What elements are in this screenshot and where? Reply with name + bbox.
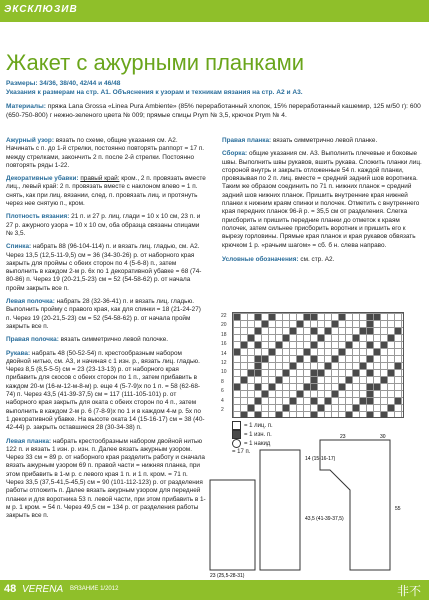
chart-cell (367, 356, 373, 362)
chart-cell (276, 412, 282, 418)
chart-cell (304, 349, 310, 355)
chart-cell (269, 349, 275, 355)
chart-cell (255, 384, 261, 390)
back-block (6, 243, 206, 293)
chart-cell (262, 321, 268, 327)
left-band-heading: Левая планка: (6, 437, 52, 445)
chart-cell (346, 377, 352, 383)
chart-cell (325, 363, 331, 369)
chart-cell (255, 356, 261, 362)
ajur-text: вязать по схеме, общие указания см. А2. Начинать с п. до 1-й стрелки, постоянно повторять раппорт = 17 п. между стрелками, закончить 2 п. после 2-й стрелки. Постоянно повторять ряды 1-22. (6, 137, 205, 169)
schematic-svg (200, 430, 425, 580)
chart-cell (255, 342, 261, 348)
chart-row-label: 6 (221, 388, 224, 395)
back-heading: Спинка: (6, 243, 32, 251)
chart-cell (248, 370, 254, 376)
right-band-text: вязать симметрично левой планке. (272, 137, 378, 144)
decrease-heading: Декоративные убавки: (6, 175, 79, 183)
sleeves-heading: Рукава: (6, 349, 31, 357)
chart-cell (255, 363, 261, 369)
top-bar (0, 0, 429, 22)
dim-w2: 30 (380, 434, 386, 440)
chart-cell (304, 314, 310, 320)
decrease-right-edge: правый край: (80, 175, 120, 183)
ajur-block (6, 137, 206, 170)
chart-cell (332, 391, 338, 397)
chart-cell (353, 335, 359, 341)
right-band-block (222, 137, 422, 145)
chart-cell (367, 342, 373, 348)
chart-cell (241, 342, 247, 348)
chart-cell (255, 398, 261, 404)
density-block (6, 213, 206, 238)
chart-cell (332, 356, 338, 362)
chart-row-label: 4 (221, 397, 224, 404)
legend-ref: см. стр. А2. (300, 255, 335, 263)
chart-cell (360, 363, 366, 369)
dim-h2: 43,5 (41-39-37,5) (305, 516, 344, 522)
back-text: набрать 88 (96-104-114) п. и вязать лиц. гладью, см. А2. Через 13,5 (12,5-11-9,5) см = 36 (34-30-26) р. от наборного края закрыть для проймы с обеих сторон по 4 (5-6-8) п., затем выполнить в каждом 2-м р. 6x по 1 декоративной убавке = 68 (74-80-86) п. Через 19 (20-21,5-23) см = 52 (54-58-62) р. от начала пройм закрыть все п. (6, 243, 202, 292)
chart-cell (367, 328, 373, 334)
chart-cell (269, 384, 275, 390)
legend-caption (222, 256, 422, 264)
chart-cell (388, 405, 394, 411)
chart-cell (346, 342, 352, 348)
chart-row-label: 22 (221, 313, 227, 319)
chart-cell (388, 335, 394, 341)
chart-cell (325, 398, 331, 404)
chart-cell (318, 405, 324, 411)
chart-cell (241, 377, 247, 383)
chart-row-label: 16 (221, 341, 227, 348)
legend-heading: Условные обозначения: (222, 255, 299, 263)
chart-cell (395, 363, 401, 369)
left-front-heading: Левая полочка: (6, 298, 55, 306)
legend-item: = 1 изн. п. (232, 430, 273, 439)
knit-stitch-swatch (232, 421, 241, 430)
stitch-chart (221, 312, 404, 418)
chart-cell (353, 405, 359, 411)
chart-cell (241, 412, 247, 418)
legend-item: = 1 лиц. п. (232, 421, 273, 430)
left-band-block (6, 438, 206, 521)
chart-cell (318, 335, 324, 341)
page-footer (0, 580, 429, 600)
assembly-text: общие указания см. А3. Выполнить плечевые и боковые швы. Выполнить швы рукавов, вшить рукава. Сложить планки лиц. стороной внутрь и закрыть отложенные 54 п. каждой планки, провязывая по 2 п. лиц. вместе = средний задний шов воротника. Таким же образом соединить по 71 п. нижних планок = средний задний шов нижних планок. Пришить внутренние края нижней планки к нижним краям спинки и полочек. Отметить с внутреннего края передних планок 96-й р. = 35,5 см от разделения. Слегка присборить и пришить передние планки до отметок к краям полочек, затем сильнее присборить воротник и пришить его к вырезу горловины. Прямые края планок и края рукавов обвязать крючком 1 р. «рачьим шагом» = сб. б н. слева направо. (222, 150, 422, 249)
density-heading: Плотность вязания: (6, 213, 70, 221)
page-number: 48 (4, 583, 17, 595)
chart-cell (304, 384, 310, 390)
chart-cell (234, 349, 240, 355)
chart-cell (388, 370, 394, 376)
chart-cell (283, 405, 289, 411)
chart-cell (276, 342, 282, 348)
front-outline (210, 480, 255, 570)
chart-cell (332, 321, 338, 327)
chart-row-label: 10 (221, 369, 227, 376)
chart-cell (311, 356, 317, 362)
ajur-heading: Ажурный узор: (6, 137, 54, 144)
decrease-block (6, 175, 206, 208)
chart-cell (269, 314, 275, 320)
chart-cell (283, 370, 289, 376)
chart-row-label: 8 (221, 378, 224, 385)
chart-cell (367, 391, 373, 397)
chart-cell (255, 370, 261, 376)
section-tag: ЭКСКЛЮЗИВ (4, 4, 78, 15)
chart-row-label: 14 (221, 350, 227, 357)
left-front-text: набрать 28 (32-36-41) п. и вязать лиц. гладью. Выполнить пройму с правого края, как для спинки = 18 (21-24-27) п. Через 19 (20-21,5-23) см = 52 (54-58-62) р. от начала пройм закрыть все п. (6, 298, 201, 330)
chart-cell (248, 405, 254, 411)
chart-cell (311, 342, 317, 348)
sleeves-block (6, 350, 206, 433)
scheme-note: Указания к размерам на стр. А1. Объяснения к узорам и техникам вязания на стр. А2 и А3. (6, 88, 303, 96)
chart-cell (318, 370, 324, 376)
watermark-logo: 非不 (396, 584, 421, 598)
chart-cell (367, 314, 373, 320)
sleeves-text: набрать 48 (50-52-54) п. крестообразным набором двойной нитью, см. А3, и начиная с 1 изн. р., вязать лиц. гладью. Через 8,5 (8,5-5-5) см = 23 (23-13-13) р. от наборного края прибавить для скосов с обеих сторон по 1 п., затем прибавить в каждом 20-м (16-м-12-м-8-м) р. еще 4 (5-7-9)x по 1 п. = 58 (62-68-74) п. Через 43,5 (41-39-37,5) см = 117 (111-105-101) р. от наборного края закрыть для оката с обеих сторон по 4 п., затем выполнить в каждом 2-м р. 6 (7-8-9)x по 1 и в каждом 4-м р. 5x по 1 декоративной убавке. На высоте оката 14 (15-16-17) см = 38 (40-42-44) р. закрыть оставшиеся 28 (30-34-38) п. (6, 349, 205, 432)
decrease-text: кром., 2 п. провязать вместе лиц., левый край: 2 п. провязать вместе с наклоном влево = 1 п. снять, как при лиц. вязании, след. п. провязать лиц. и протянуть через нее снятую п., кром. (6, 175, 206, 208)
chart-row-label: 20 (221, 322, 227, 329)
chart-cell (311, 370, 317, 376)
right-band-heading: Правая планка: (222, 137, 272, 144)
density-text: 21 п. и 27 р. лиц. глади = 10 x 10 см, 23 п. и 27 р. ажурного узора = 10 x 10 см, оба образца связаны спицами № 3,5. (6, 213, 201, 237)
chart-cell (290, 328, 296, 334)
chart-cell (311, 328, 317, 334)
sizes-block (6, 80, 421, 97)
chart-cell (395, 398, 401, 404)
chart-cell (262, 356, 268, 362)
right-front-text: вязать симметрично левой полочке. (60, 336, 169, 344)
chart-cell (381, 342, 387, 348)
chart-cell (374, 314, 380, 320)
chart-cell (234, 314, 240, 320)
chart-cell (311, 412, 317, 418)
dim-h3: 14 (15-16-17) (305, 456, 336, 462)
chart-cell (234, 384, 240, 390)
chart-cell (381, 412, 387, 418)
dim-w1: 23 (340, 434, 346, 440)
chart-cell (297, 356, 303, 362)
chart-cell (367, 321, 373, 327)
right-front-block (6, 336, 206, 344)
chart-cell (346, 412, 352, 418)
chart-cell (255, 328, 261, 334)
chart-cell (339, 384, 345, 390)
legend-rapport: = 17 п. (232, 449, 251, 456)
chart-cell (283, 335, 289, 341)
sizes-label: Размеры: 34/36, 38/40, 42/44 и 46/48 (6, 80, 121, 87)
chart-cell (255, 314, 261, 320)
chart-cell (290, 363, 296, 369)
chart-cell (353, 370, 359, 376)
band-outline (260, 450, 300, 570)
chart-row-label: 2 (221, 407, 224, 413)
chart-cell (297, 391, 303, 397)
chart-cell (255, 412, 261, 418)
chart-cell (276, 377, 282, 383)
chart-cell (381, 377, 387, 383)
left-front-block (6, 298, 206, 331)
chart-cell (367, 370, 373, 376)
chart-cell (311, 314, 317, 320)
chart-cell (374, 349, 380, 355)
assembly-block (222, 150, 422, 250)
magazine-name: VERENA (22, 584, 64, 595)
chart-cell (290, 398, 296, 404)
chart-cell (311, 398, 317, 404)
assembly-heading: Сборка: (222, 150, 248, 158)
right-front-heading: Правая полочка: (6, 336, 59, 344)
chart-row-label: 12 (221, 360, 227, 366)
dim-w3: 23 (25,5-28-31) (210, 573, 245, 579)
chart-cell (262, 391, 268, 397)
chart-cell (367, 412, 373, 418)
chart-cell (360, 398, 366, 404)
right-column (222, 137, 422, 269)
chart-cell (325, 328, 331, 334)
materials-block (6, 103, 421, 120)
chart-row-label: 18 (221, 331, 227, 338)
chart-cell (311, 384, 317, 390)
materials-text: пряжа Lana Grossa «Linea Pura Ambiente» (85% переработанный хлопок, 15% переработанный кашемир, 125 м/50 г): 600 (650-750-800) г нежно-зеленого цвета № 009; прямые спицы Prym № 3,5, крючок Prym № 4. (6, 103, 421, 119)
chart-cell (367, 384, 373, 390)
left-band-text: набрать крестообразным набором двойной нитью 122 п. и вязать 1 изн. р. изн. п. Далее вязать ажурным узором. Через 33 см = 89 р. от наборного края разделить работу и сначала вязать ажурным узором 69 п. правой части = нижняя планка, при этом прибавить в 1-м р. с левого края 1 п. и 1 п. кром. = 71 п. Через 33,5 (37,5-41,5-45,5) см = 90 (101-112-123) р. от разделения работы отложить п. Далее вязать ажурным узором для передней планки и для воротника 53 п. левой части, при этом прибавить в 1-м р. 1 кром. = 54 п. Через 49,5 см = 134 р. от разделения работы закрыть все п. (6, 437, 206, 520)
chart-cell (339, 349, 345, 355)
chart-cell (374, 384, 380, 390)
chart-cell (311, 377, 317, 383)
chart-cell (367, 398, 373, 404)
page-title: Жакет с ажурными планками (6, 50, 305, 75)
issue-label: ВЯЗАНИЕ 1/2012 (70, 586, 119, 592)
chart-cell (248, 335, 254, 341)
chart-cell (297, 321, 303, 327)
legend-item: = 1 накид (232, 439, 273, 448)
materials-label: Материалы: (6, 103, 46, 110)
left-column (6, 137, 206, 525)
chart-cell (339, 314, 345, 320)
dim-h1: 55 (395, 506, 401, 512)
chart-cell (395, 328, 401, 334)
pattern-schematic (200, 430, 425, 580)
chart-cell (360, 328, 366, 334)
